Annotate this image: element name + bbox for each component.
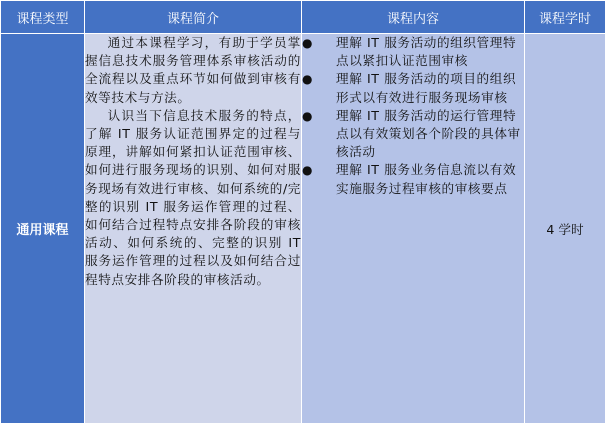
list-item-text: 理解 IT 服务活动的运行管理特点以有效策划各个阶段的具体审核活动 (336, 107, 521, 160)
course-hours-cell: 4 学时 (525, 34, 605, 424)
course-type-cell: 通用课程 (1, 34, 85, 424)
list-item (302, 34, 524, 70)
bullet-icon: ● (302, 72, 314, 87)
content-list (302, 34, 524, 198)
list-item (302, 161, 524, 197)
header-course-intro: 课程简介 (85, 1, 302, 34)
table-row (1, 34, 605, 424)
header-row (1, 1, 605, 34)
header-course-hours: 课程学时 (525, 1, 605, 34)
list-item (302, 107, 524, 162)
intro-paragraph: 认识当下信息技术服务的特点，了解 IT 服务认证范围界定的过程与原理，讲解如何紧扣认证范围审核、如何进行服务现场的识别、如何对服务现场有效进行审核、如何系统的/完整的识别 IT 服务运作管理的过程、如何结合过程特点安排各阶段的审核活动、如何系统的、完整的识别 IT 服务运作管理的过程以及如何结合过程特点安排各阶段的审核活动。 (85, 107, 301, 287)
list-item-text: 理解 IT 服务活动的项目的组织形式以有效进行服务现场审核 (336, 71, 517, 105)
list-item-text: 理解 IT 服务活动的组织管理特点以紧扣认证范围审核 (336, 35, 517, 69)
bullet-icon: ● (302, 163, 314, 178)
bullet-icon: ● (302, 36, 314, 50)
list-item-text: 理解 IT 服务业务信息流以有效实施服务过程审核的审核要点 (336, 162, 517, 196)
bullet-icon: ● (302, 108, 314, 123)
header-course-type: 课程类型 (1, 1, 85, 34)
list-item (302, 70, 524, 106)
course-content-cell (302, 34, 525, 424)
course-intro-cell (85, 34, 302, 424)
intro-paragraph: 通过本课程学习，有助于学员掌握信息技术服务管理体系审核活动的全流程以及重点环节如何做到审核有效等技术与方法。 (85, 35, 301, 105)
header-course-content: 课程内容 (302, 1, 525, 34)
